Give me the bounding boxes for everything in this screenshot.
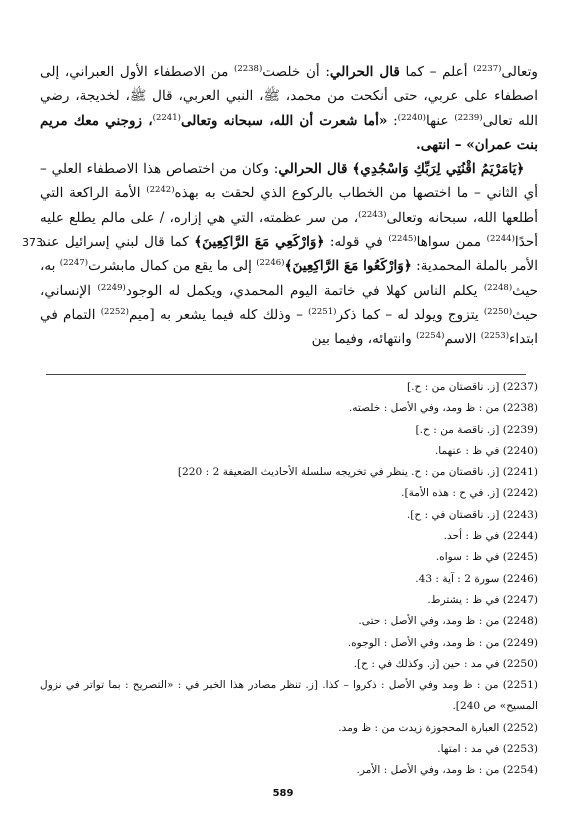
footnote-ref: (2253) (480, 331, 510, 342)
footnote-ref: (2251) (308, 306, 337, 317)
footnote: (2253) في مد : امتها. (437, 743, 538, 756)
footnotes (40, 377, 538, 782)
footnote: (2241) [ز. ناقصتان من : ح. ينظر في تخريجه سلسلة الأحاديث الضعيفة 2 : 220] (177, 466, 538, 479)
quran-quote: ﴿وَارْكَعُوا مَعَ الرَّاكِعِينَ﴾ (284, 258, 412, 275)
footnote-ref: (2252) (100, 306, 129, 317)
footnote: (2246) سورة 2 : آية : 43. (415, 572, 538, 585)
text-run: يكلم الناس كهلا في خاتمة اليوم المحمدي، ويكمل له الوجود (125, 282, 484, 299)
text-run: عنها (425, 112, 455, 129)
main-text (40, 60, 538, 352)
text-run: : (387, 112, 398, 129)
bold-run: ، زوجني معك مريم بنت عمران» – انتهى. (40, 112, 538, 153)
text-run: التمام في ابتداء (40, 306, 538, 348)
quran-quote: ﴿يَامَرْيَمُ اقْنُتِي لِرَبِّكِ وَاسْجُدِي﴾ (352, 161, 525, 178)
footnote: (2250) في مد : حين [ز. وكذلك في : ح]. (353, 657, 538, 670)
margin-page-number: 373 (22, 236, 43, 249)
footnote: (2237) [ز. ناقصتان من : ح.] (407, 381, 538, 393)
text-run: من الاصطفاء الأول العبراني، إلى اصطفاء على عربي، حتى أنكحت من محمد، ﷺ، النبي العربي، قال ﷺ، لخديجة، رضي الله تعالى (40, 64, 538, 129)
text-run: إلى ما يقع من كمال مابشرت (88, 258, 257, 275)
text-run: به، حيث (40, 258, 538, 299)
footnote-ref: (2248) (483, 282, 513, 293)
text-run: : أن خلصت (262, 64, 330, 80)
footnote-ref: (2241) (152, 112, 181, 123)
text-run: ممن سواها (416, 234, 487, 251)
footnote: (2239) [ز. ناقصة من : ح.] (415, 423, 538, 436)
footnote-ref: (2238) (233, 64, 263, 74)
text-run: الأمة الراكعة التي أطلعها الله، سبحانه وتعالى (40, 185, 538, 226)
footnote-ref: (2239) (454, 112, 483, 123)
footnote: (2240) في ظ : عنهما. (434, 444, 538, 457)
footnote: (2238) من : ظ ومد، وفي الأصل : خلصته. (348, 402, 538, 415)
footnote: (2244) في ظ : أحد. (443, 530, 538, 543)
footnote-ref: (2246) (256, 258, 285, 269)
footnote-ref: (2247) (59, 258, 89, 269)
footnote-ref: (2245) (388, 234, 417, 245)
footnote-ref: (2250) (483, 306, 513, 317)
text-run: يتزوج ويولد له – كما ذكر (336, 306, 484, 323)
footnote-ref: (2237) (473, 64, 502, 74)
footnote-ref: (2249) (97, 282, 126, 293)
footnote: (2254) من : ظ ومد، وفي الأصل : الأمر. (356, 764, 538, 777)
bold-run: قال الحرالي (278, 161, 348, 178)
text-run: أعلم – كما (399, 64, 474, 80)
text-run: – وذلك كله فيما يشعر به [ميم (129, 306, 309, 323)
footnote-ref: (2244) (486, 234, 515, 245)
footnote: (2243) [ز. ناقصتان في : ح]. (406, 508, 538, 521)
footnote-ref: (2254) (416, 331, 445, 342)
footnote: (2248) من : ظ ومد، وفي الأصل : حتى. (358, 615, 538, 628)
footnote-ref: (2240) (397, 112, 426, 123)
text-run: كما قال لبني إسرائيل عند الأمر بالملة المحمدية: (40, 234, 538, 275)
bold-run: قال الحرالي (329, 64, 400, 80)
text-run: ، من سر عظمته، التي هي إزاره، / على مالم يطلع عليه أحدًا (40, 209, 539, 251)
bold-run: «أما شعرت أن الله، سبحانه وتعالى (180, 112, 388, 129)
footnote-divider (46, 374, 526, 375)
text-run: الإنساني، حيث (40, 282, 538, 323)
quran-quote: ﴿وَارْكَعِي مَعَ الرَّاكِعِينَ﴾ (194, 234, 325, 251)
footnote: (2247) في ظ : يشترط. (427, 593, 538, 606)
paragraph-1 (40, 60, 538, 157)
text-run: : وكان من اختصاص هذا الاصطفاء العلي – أي الثاني – ما اختصها من الخطاب بالركوع الذي لحقت به بهذه (40, 161, 538, 202)
footnote: (2245) في ظ : سواه. (435, 551, 538, 564)
footnote-ref: (2242) (146, 185, 175, 196)
text-run: وانتهائه، وفيما بين (311, 331, 417, 348)
text-run: الاسم (444, 331, 481, 348)
paragraph-2 (40, 157, 538, 351)
page-number: 589 (272, 788, 294, 799)
footnote: (2252) العبارة المحجوزة زيدت من : ظ ومد. (338, 721, 538, 734)
text-run: في قوله: (324, 234, 389, 251)
footnote: (2242) [ز. في ح : هذه الأمة]. (401, 487, 538, 500)
footnote-ref: (2243) (358, 209, 387, 220)
text-run: وتعالى (501, 64, 538, 80)
footnote: (2249) من : ظ ومد، وفي الأصل : الوجوه. (347, 636, 538, 649)
footnote: (2251) من : ظ ومد وفي الأصل : ذكروا – كذا. [ز. تنظر مصادر هذا الخبر في : «التصريح : بما تواتر في نزول المسيح» ص 240]. (40, 679, 538, 713)
